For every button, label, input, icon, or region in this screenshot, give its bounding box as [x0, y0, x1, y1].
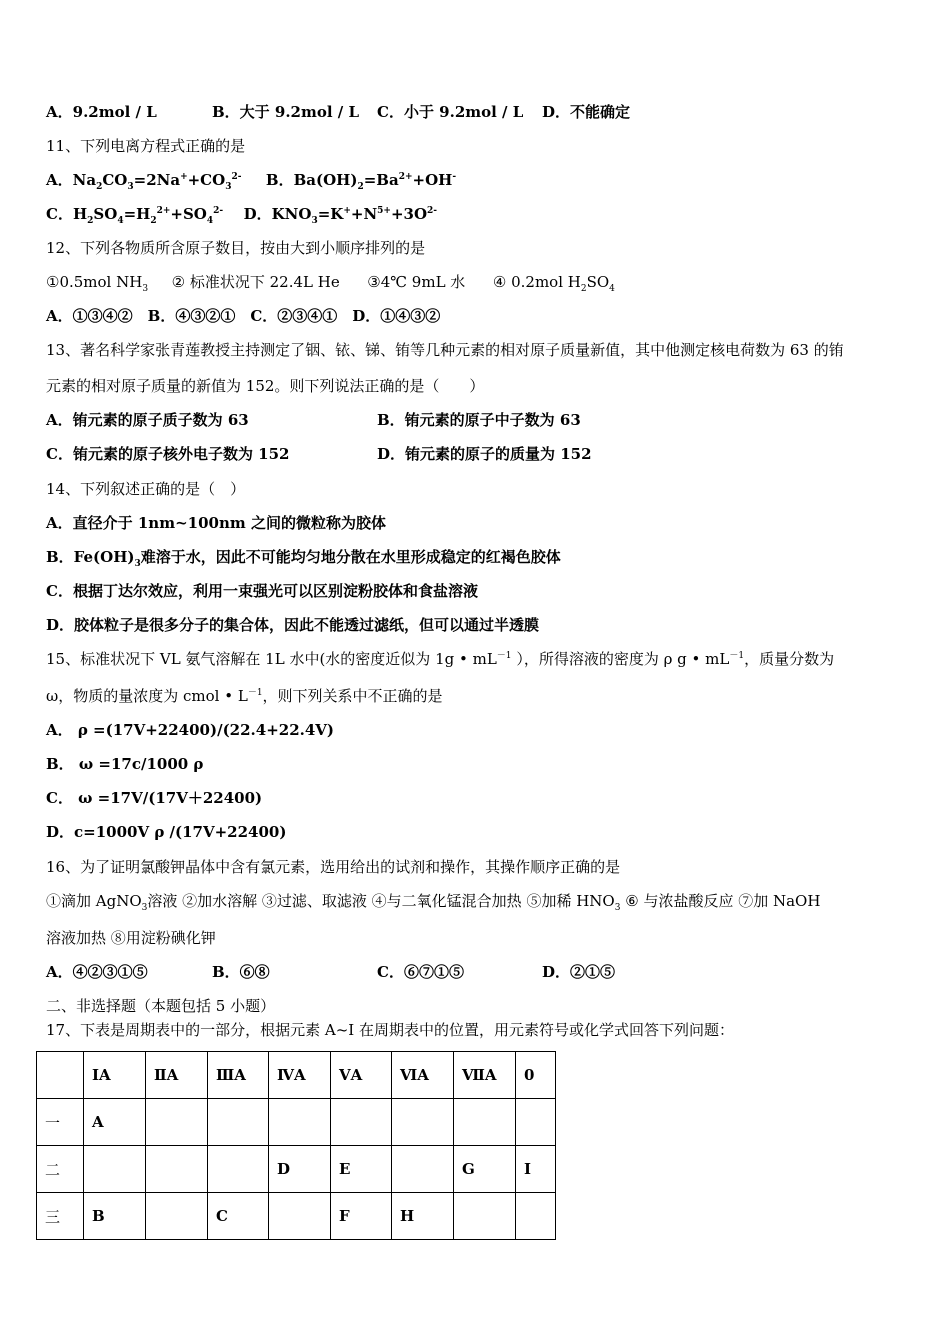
period-label: 二: [37, 1146, 84, 1193]
q11-option-b-formula: $Ba(OH)_2=Ba^{2+}+OH^-$: [293, 171, 457, 192]
table-header-cell: ⅢA: [208, 1052, 269, 1099]
q15-sup-1: －1: [496, 651, 512, 661]
q15-stem-b: ），所得溶液的密度为 ρ g • mL: [516, 650, 730, 668]
q12-item-1: ①0.5mol NH: [46, 273, 143, 291]
q15-option-d: D．c=1000V ρ /(17V+22400): [46, 823, 287, 841]
q15-option-c: C． ω =17V/(17V＋22400): [46, 789, 263, 807]
table-cell: G: [454, 1146, 516, 1193]
table-cell: [208, 1146, 269, 1193]
q12-item-2: ② 标准状况下 22.4L He: [171, 273, 340, 291]
table-cell: [392, 1146, 454, 1193]
q12-item-4-sub2: 4: [609, 284, 615, 294]
q16-ops-c: ⑥ 与浓盐酸反应 ⑦加 NaOH: [620, 892, 821, 910]
table-row: [37, 1146, 556, 1193]
q13-option-b: B．铕元素的原子中子数为 63: [377, 411, 581, 429]
q15-stem-line2: [46, 686, 443, 706]
q14-option-b-sub: 3: [134, 559, 141, 569]
q11-option-a-label: A．: [46, 171, 73, 189]
table-cell: [269, 1193, 331, 1240]
q15-sup-3: －1: [247, 688, 263, 698]
q10-option-a: A．9.2mol / L: [46, 103, 157, 121]
q16-option-b: B．⑥⑧: [212, 963, 270, 981]
table-header-cell: ⅠA: [84, 1052, 146, 1099]
table-header-cell: ⅦA: [454, 1052, 516, 1099]
q12-items: [46, 272, 615, 292]
q11-stem: 11、下列电离方程式正确的是: [46, 137, 246, 155]
q12-options: A．①③④② B．④③②① C．②③④① D．①④③②: [46, 307, 441, 325]
table-header-cell: ⅤA: [331, 1052, 392, 1099]
table-header-cell: ⅡA: [146, 1052, 208, 1099]
table-header-row: [37, 1052, 556, 1099]
table-cell: E: [331, 1146, 392, 1193]
table-cell: [331, 1099, 392, 1146]
q12-stem: 12、下列各物质所含原子数目，按由大到小顺序排列的是: [46, 239, 426, 257]
q10-option-c: C．小于 9.2mol / L: [377, 103, 524, 121]
table-header-cell: 0: [516, 1052, 556, 1099]
q14-option-b-post: 难溶于水，因此不可能均匀地分散在水里形成稳定的红褐色胶体: [140, 548, 561, 566]
q16-ops-a: ①滴加 AgNO: [46, 892, 142, 910]
q13-stem-line1: 13、著名科学家张青莲教授主持测定了铟、铱、锑、铕等几种元素的相对原子质量新值，其中他测定核电荷数为 63 的铕: [46, 341, 844, 359]
q15-stem-a: 15、标准状况下 VL 氨气溶解在 1L 水中(水的密度近似为 1g • mL: [46, 650, 497, 668]
table-row: [37, 1099, 556, 1146]
q14-option-d: D．胶体粒子是很多分子的集合体，因此不能透过滤纸，但可以通过半透膜: [46, 616, 540, 634]
q13-option-a: A．铕元素的原子质子数为 63: [46, 411, 249, 429]
q11-option-c-formula: $H_2SO_4=H_2^{2+}+SO_4^{2-}$: [72, 205, 224, 226]
q12-item-4-sub1: 2: [580, 284, 587, 294]
section-2-heading: 二、非选择题（本题包括 5 小题）: [46, 997, 276, 1015]
q12-item-4-mid: SO: [586, 273, 610, 291]
q14-option-b-pre: B．Fe(OH): [46, 548, 135, 566]
q13-option-d: D．铕元素的原子的质量为 152: [377, 445, 592, 463]
table-cell: [454, 1193, 516, 1240]
table-cell: [146, 1193, 208, 1240]
q15-option-b: B． ω =17c/1000 ρ: [46, 755, 204, 773]
table-cell: [516, 1193, 556, 1240]
q15-stem-c: ，质量分数为: [744, 650, 835, 668]
table-cell: [454, 1099, 516, 1146]
table-cell: F: [331, 1193, 392, 1240]
q15-stem-line1: [46, 649, 834, 669]
table-cell: [84, 1146, 146, 1193]
table-header-cell: [37, 1052, 84, 1099]
q16-ops-b: 溶液 ②加水溶解 ③过滤、取滤液 ④与二氧化锰混合加热 ⑤加稀 HNO: [147, 892, 615, 910]
q16-ops-sub1: 3: [141, 903, 148, 913]
table-cell: [146, 1146, 208, 1193]
q10-option-d: D．不能确定: [542, 103, 631, 121]
table-cell: [516, 1099, 556, 1146]
q16-option-c: C．⑥⑦①⑤: [377, 963, 464, 981]
q15-stem-e: ，则下列关系中不正确的是: [262, 687, 443, 705]
q16-operations-line1: [46, 891, 820, 911]
table-cell: [146, 1099, 208, 1146]
table-header-cell: ⅥA: [392, 1052, 454, 1099]
q16-operations-line2: 溶液加热 ⑧用淀粉碘化钾: [46, 929, 216, 947]
q16-option-d: D．②①⑤: [542, 963, 616, 981]
q12-item-4: ④ 0.2mol H: [492, 273, 581, 291]
table-cell: B: [84, 1193, 146, 1240]
q15-sup-2: －1: [729, 651, 745, 661]
table-cell: I: [516, 1146, 556, 1193]
table-cell: C: [208, 1193, 269, 1240]
table-cell: [208, 1099, 269, 1146]
q13-stem-line2: 元素的相对原子质量的新值为 152。则下列说法正确的是（ ）: [46, 377, 485, 395]
q11-option-c-label: C．: [46, 205, 73, 223]
q12-item-3: ③4℃ 9mL 水: [367, 273, 466, 291]
q13-option-c: C．铕元素的原子核外电子数为 152: [46, 445, 290, 463]
table-cell: D: [269, 1146, 331, 1193]
table-header-cell: ⅣA: [269, 1052, 331, 1099]
q16-option-a: A．④②③①⑤: [46, 963, 148, 981]
q11-options-cd: [46, 204, 437, 224]
q16-ops-sub2: 3: [614, 903, 621, 913]
q11-options-ab: [46, 170, 456, 190]
period-label: 三: [37, 1193, 84, 1240]
q14-option-a: A．直径介于 1nm~100nm 之间的微粒称为胶体: [46, 514, 386, 532]
q12-item-1-sub: 3: [142, 284, 149, 294]
q11-option-d-label: D．: [243, 205, 272, 223]
q14-stem: 14、下列叙述正确的是（ ）: [46, 480, 246, 498]
q15-stem-d: ω，物质的量浓度为 cmol • L: [46, 687, 248, 705]
q11-option-a-formula: $Na_2CO_3=2Na^++CO_3^{2-}$: [72, 171, 242, 192]
table-cell: [269, 1099, 331, 1146]
q11-option-b-label: B．: [265, 171, 294, 189]
table-row: [37, 1193, 556, 1240]
q10-option-b: B．大于 9.2mol / L: [212, 103, 360, 121]
q17-stem: 17、下表是周期表中的一部分，根据元素 A~I 在周期表中的位置，用元素符号或化学式回答下列问题：: [46, 1021, 734, 1039]
q15-option-a: A． ρ =(17V+22400)/(22.4+22.4V): [46, 721, 335, 739]
period-label: 一: [37, 1099, 84, 1146]
q11-option-d-formula: $KNO_3=K^++N^{5+}+3O^{2-}$: [271, 205, 438, 226]
q16-stem: 16、为了证明氯酸钾晶体中含有氯元素，选用给出的试剂和操作，其操作顺序正确的是: [46, 858, 621, 876]
q14-option-c: C．根据丁达尔效应，利用一束强光可以区别淀粉胶体和食盐溶液: [46, 582, 478, 600]
table-cell: [392, 1099, 454, 1146]
table-cell: H: [392, 1193, 454, 1240]
q14-option-b: [46, 547, 561, 567]
table-cell: A: [84, 1099, 146, 1146]
periodic-table: [36, 1051, 556, 1240]
